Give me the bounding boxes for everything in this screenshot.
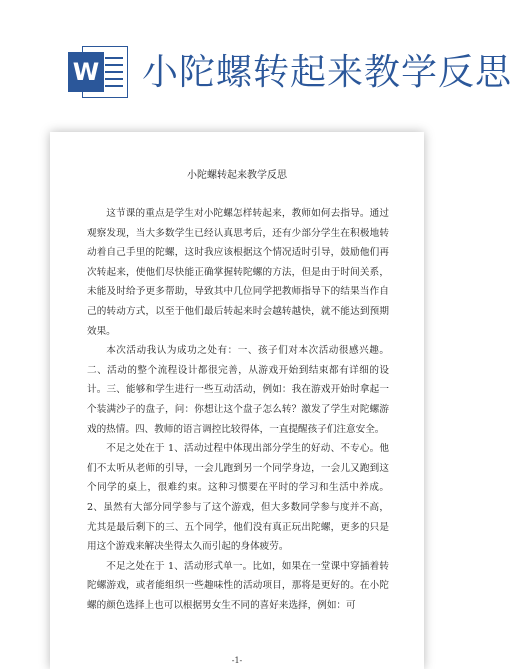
word-letter-tile: W	[68, 52, 104, 92]
paragraph-3: 不足之处在于 1、活动过程中体现出部分学生的好动、不专心。他们不太听从老师的引导，一会儿跑到另一个同学身边，一会儿又跑到这个同学的桌上，很难约束。这种习惯要在平时的学习和生活中养成。2、虽然有大部分同学参与了这个游戏，但大多数同学参与度并不高，尤其是最后剩下的三、五个同学，他们没有真正玩出陀螺，更多的只是用这个游戏来解决坐得太久而引起的身体疲劳。	[87, 443, 389, 553]
banner	[0, 0, 512, 120]
document-page	[50, 132, 424, 669]
page-number: -1-	[231, 656, 243, 665]
paragraph-4: 不足之处在于 1、活动形式单一。比如，如果在一堂课中穿插着转陀螺游戏，或者能组织一些趣味性的活动项目，那将是更好的。在小陀螺的颜色选择上也可以根据男女生不同的喜好来选择，例如：可	[87, 560, 389, 611]
paragraph-1: 这节课的重点是学生对小陀螺怎样转起来，教师如何去指导。通过观察发现，当大多数学生已经认真思考后，还有少部分学生在积极地转动着自己手里的陀螺，这时我应该根据这个情况适时引导，鼓励他们再次转起来，使他们尽快能正确掌握转陀螺的方法，但是由于时间关系，未能及时给予更多帮助，导致其中几位同学把教师指导下的结果当作自己的转动方式，以至于他们最后转起来时会越转越快，就不能达到预期效果。	[87, 208, 389, 337]
document-body	[87, 204, 389, 615]
document-title: 小陀螺转起来教学反思	[187, 170, 287, 181]
banner-title: 小陀螺转起来教学反思	[142, 52, 512, 93]
paragraph-2: 本次活动我认为成功之处有：一、孩子们对本次活动很感兴趣。二、活动的整个流程设计都很完善，从游戏开始到结束都有详细的设计。三、能够和学生进行一些互动活动，例如：我在游戏开始时拿起一个装满沙子的盘子，问：你想让这个盘子怎么转？激发了学生对陀螺游戏的热情。四、教师的语言调控比较得体，一直提醒孩子们注意安全。	[87, 345, 389, 435]
word-document-icon	[68, 42, 130, 100]
